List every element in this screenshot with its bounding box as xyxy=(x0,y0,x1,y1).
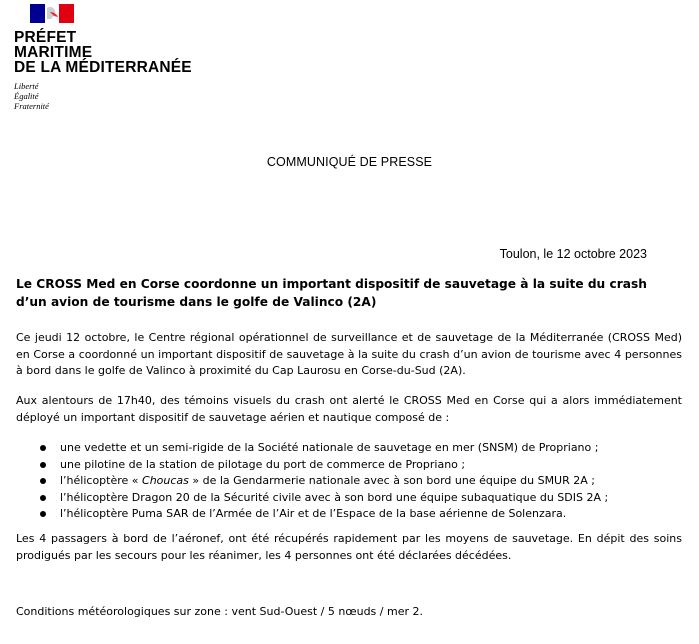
bullet-icon xyxy=(40,445,46,451)
paragraph-intro: Ce jeudi 12 octobre, le Centre régional opérationnel de surveillance et de sauvetage de la Méditerranée (CROSS Med) en Corse a coordonné un important dispositif de sauvetage à la suite du crash d’un avion de tourisme avec 4 personnes à bord dans le golfe de Valinco à proximité du Cap Laurosu en Corse-du-Sud (2A). xyxy=(16,331,682,377)
list-item xyxy=(40,506,608,523)
paragraph-alert: Aux alentours de 17h40, des témoins visuels du crash ont alerté le CROSS Med en Corse qui a alors immédiatement déployé un important dispositif de sauvetage aérien et nautique composé de : xyxy=(16,394,682,424)
bullet-icon xyxy=(40,462,46,468)
rescue-means-list xyxy=(40,440,608,523)
list-item xyxy=(40,473,608,490)
motto-egalite: Égalité xyxy=(14,91,39,101)
list-item-text-italic: Choucas xyxy=(142,474,189,487)
list-item-text-post: » de la Gendarmerie nationale avec à son bord une équipe du SMUR 2A ; xyxy=(188,474,595,487)
list-item xyxy=(40,490,608,507)
bullet-icon xyxy=(40,478,46,484)
republic-motto xyxy=(14,81,214,111)
bullet-icon xyxy=(40,495,46,501)
prefecture-name xyxy=(14,30,214,75)
prefecture-name-line3: DE LA MÉDITERRANÉE xyxy=(14,59,192,76)
list-item-text: une vedette et un semi-rigide de la Société nationale de sauvetage en mer (SNSM) de Propriano ; xyxy=(60,441,599,454)
list-item xyxy=(40,440,608,457)
paragraph-outcome: Les 4 passagers à bord de l’aéronef, ont été récupérés rapidement par les moyens de sauvetage. En dépit des soins prodigués par les secours pour les réanimer, les 4 personnes ont été déclarées décédées. xyxy=(16,532,682,562)
document-heading: COMMUNIQUÉ DE PRESSE xyxy=(266,155,433,169)
motto-liberte: Liberté xyxy=(14,81,39,91)
list-item-text-pre: l’hélicoptère « xyxy=(60,474,143,487)
motto-fraternite: Fraternité xyxy=(14,101,49,111)
list-item-text: une pilotine de la station de pilotage du port de commerce de Propriano ; xyxy=(60,457,466,471)
paragraph-weather: Conditions météorologiques sur zone : vent Sud-Ouest / 5 nœuds / mer 2. xyxy=(16,605,423,618)
prefecture-name-line1: PRÉFET xyxy=(14,29,77,46)
press-release-title: Le CROSS Med en Corse coordonne un important dispositif de sauvetage à la suite du crash d’un avion de tourisme dans le golfe de Valinco (2A) xyxy=(16,277,647,309)
document-date: Toulon, le 12 octobre 2023 xyxy=(499,247,647,261)
list-item-text: l’hélicoptère Dragon 20 de la Sécurité civile avec à son bord une équipe subaquatique du SDIS 2A ; xyxy=(60,490,609,504)
marianne-flag-icon xyxy=(30,4,74,23)
prefecture-logo xyxy=(14,4,214,111)
list-item xyxy=(40,457,608,474)
prefecture-name-line2: MARITIME xyxy=(14,44,93,61)
list-item-text: l’hélicoptère Puma SAR de l’Armée de l’Air et de l’Espace de la base aérienne de Solenzara. xyxy=(60,507,567,520)
bullet-icon xyxy=(40,511,46,517)
